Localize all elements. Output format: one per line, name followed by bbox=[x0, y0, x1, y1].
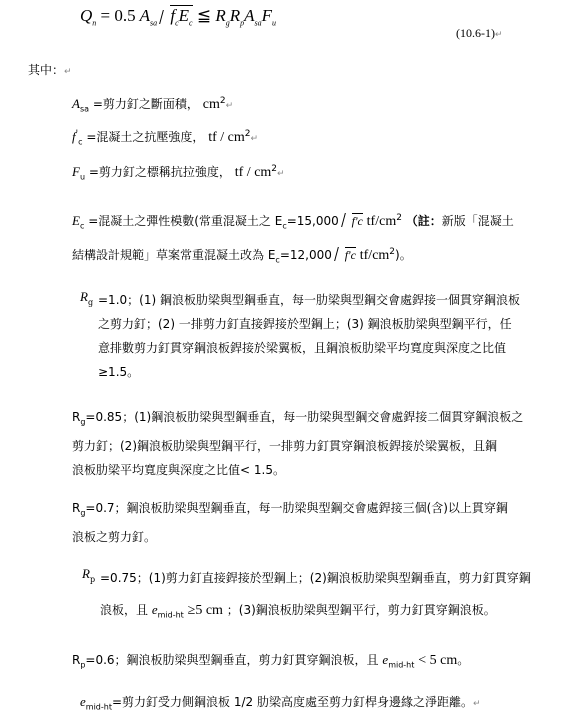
eq-coef: = 0.5 bbox=[100, 6, 136, 25]
def-asa-text: =剪力釘之斷面積， bbox=[92, 97, 199, 111]
def-rp2-prefix-sub: p bbox=[80, 660, 86, 670]
eq-fc-sub: c bbox=[175, 18, 179, 28]
eq-rg-sub: g bbox=[225, 18, 230, 28]
eq-rp-sub: p bbox=[240, 18, 245, 28]
def-ec-line2-sqrt-arg: f'c bbox=[344, 248, 356, 262]
def-rg3 bbox=[72, 496, 558, 549]
def-rp1-sub: p bbox=[89, 575, 96, 585]
eq-a2-sub: sa bbox=[254, 18, 262, 28]
def-rg2-line-2: 剪力釘；(2)鋼浪板肋梁與型鋼平行，一排剪力釘貫穿鋼浪板銲接於梁翼板，且鋼 bbox=[72, 439, 498, 454]
def-emid-text2: 鋼浪板 1/2 肋梁高度處至剪力釘桿身邊緣之淨距離。 bbox=[194, 695, 473, 709]
def-rg3-line-1-text: =0.7；鋼浪板肋梁與型鋼垂直，每一肋梁與型鋼交會處銲接三個(含)以上貫穿鋼 bbox=[85, 501, 508, 515]
def-ec-line2-value: =12,000 bbox=[279, 248, 332, 262]
def-fc-sup: ' bbox=[75, 129, 79, 139]
def-asa-unit-sup: 2 bbox=[219, 96, 226, 106]
eq-rp: R bbox=[229, 6, 241, 25]
def-rp2-cond-sub: mid-ht bbox=[388, 660, 415, 670]
def-ec-sqrt-arg: f'c bbox=[351, 214, 363, 228]
def-rg2-prefix-sub: g bbox=[80, 417, 86, 427]
def-rg2-prefix: R bbox=[72, 410, 81, 424]
def-asa bbox=[72, 89, 233, 121]
def-ec-unit: tf/cm bbox=[366, 214, 397, 229]
def-fc bbox=[72, 122, 258, 154]
def-rg3-prefix: R bbox=[72, 501, 81, 515]
def-rg2-line-3: 浪板肋梁平均寬度與深度之比值< 1.5。 bbox=[72, 463, 285, 478]
def-rp1 bbox=[100, 566, 560, 627]
def-fu-sub: u bbox=[79, 172, 86, 182]
eq-ec: E bbox=[178, 6, 190, 25]
eq-a-sub: sa bbox=[149, 18, 158, 28]
def-fc-unit: tf / cm bbox=[208, 130, 245, 145]
def-ec-line1 bbox=[72, 206, 514, 238]
def-fc-unit-sup: 2 bbox=[244, 129, 251, 139]
where-label bbox=[28, 58, 72, 84]
def-rg1-line-3: 意排數剪力釘貫穿鋼浪板銲接於梁翼板，且鋼浪板肋梁平均寬度與深度之比值 bbox=[98, 341, 507, 355]
def-rp1-symbol-wrap bbox=[82, 563, 95, 584]
def-rg2-line-1 bbox=[72, 405, 558, 434]
def-ec-note-text: 新版「混凝土 bbox=[441, 214, 514, 228]
para-mark: ↵ bbox=[64, 67, 72, 77]
eq-fc: f bbox=[170, 6, 176, 25]
eq-a: A bbox=[139, 6, 150, 25]
def-rp1-symbol: R bbox=[82, 566, 90, 581]
def-ec-sqrt bbox=[343, 209, 363, 233]
def-fu-unit-sup: 2 bbox=[271, 164, 278, 174]
def-ec-line2-text: 結構設計規範」草案常重混凝土改為 E bbox=[72, 248, 276, 262]
def-rp2-prefix: R bbox=[72, 653, 81, 667]
def-fc-text: =混凝土之抗壓強度， bbox=[86, 130, 205, 144]
def-emid-symbol: e bbox=[80, 694, 86, 709]
eq-a2: A bbox=[244, 6, 255, 25]
def-rp1-line-2 bbox=[100, 598, 560, 627]
equation-number-text: (10.6-1) bbox=[456, 26, 495, 40]
def-fu bbox=[72, 157, 285, 189]
def-fu-unit: tf / cm bbox=[234, 165, 272, 180]
def-ec-line2-unit-sup: 2 bbox=[389, 247, 396, 257]
eq-ec-sub: c bbox=[189, 18, 193, 28]
def-rp1-cond-sub: mid-ht bbox=[157, 610, 184, 620]
def-rg1-symbol-wrap bbox=[80, 286, 93, 307]
def-rg1-symbol: R bbox=[80, 289, 88, 304]
def-ec-sub: c bbox=[79, 221, 85, 231]
eq-rg: R bbox=[215, 6, 226, 25]
def-rg2 bbox=[72, 405, 558, 482]
def-rg1 bbox=[98, 288, 558, 384]
def-rg1-line-1: =1.0；(1) 鋼浪板肋梁與型鋼垂直，每一肋梁與型鋼交會處銲接一個貫穿鋼浪板 bbox=[98, 293, 520, 307]
para-mark: ↵ bbox=[495, 29, 503, 39]
def-rp2 bbox=[72, 648, 558, 677]
def-rp2-text: =0.6；鋼浪板肋梁與型鋼垂直，剪力釘貫穿鋼浪板，且 bbox=[85, 653, 379, 667]
def-ec-line2-sqrt bbox=[336, 243, 356, 267]
def-asa-sub: sa bbox=[79, 104, 90, 114]
def-rg2-line-1-text: =0.85；(1)鋼浪板肋梁與型鋼垂直，每一肋梁與型鋼交會處銲接二個貫穿鋼浪板之 bbox=[85, 410, 524, 424]
def-rg3-prefix-sub: g bbox=[80, 508, 86, 518]
para-mark: ↵ bbox=[250, 134, 259, 144]
where-text: 其中： bbox=[28, 63, 65, 77]
def-asa-unit: cm bbox=[202, 97, 220, 112]
def-ec-line2 bbox=[72, 240, 412, 272]
eq-sqrt bbox=[161, 6, 192, 27]
main-equation bbox=[80, 6, 276, 27]
para-mark: ↵ bbox=[472, 699, 481, 709]
equation-number bbox=[456, 26, 503, 41]
def-rp1-line-2b: ；(3)鋼浪板肋梁與型鋼平行，剪力釘貫穿鋼浪板。 bbox=[226, 603, 496, 617]
def-rg1-line-4: ≥1.5。 bbox=[98, 365, 140, 379]
def-rg3-line-1 bbox=[72, 496, 558, 525]
def-rg3-line-2: 浪板之剪力釘。 bbox=[72, 530, 157, 545]
def-fu-symbol: F bbox=[72, 164, 80, 179]
def-rp2-cond-symbol: e bbox=[382, 652, 389, 667]
def-fc-symbol: f bbox=[72, 129, 76, 144]
eq-le: ≦ bbox=[196, 6, 212, 25]
def-emid bbox=[80, 690, 560, 719]
para-mark: ↵ bbox=[225, 101, 234, 111]
def-ec-line2-end: )。 bbox=[395, 248, 412, 262]
eq-fu: F bbox=[261, 6, 273, 25]
para-mark: ↵ bbox=[277, 169, 285, 179]
def-ec-symbol: E bbox=[72, 213, 80, 228]
eq-fu-sub: u bbox=[272, 18, 277, 28]
def-ec-value: =15,000 bbox=[286, 214, 339, 228]
def-emid-text: =剪力釘受力側 bbox=[111, 695, 195, 709]
def-rg1-sub: g bbox=[87, 298, 94, 308]
def-rp1-cond-op: ≥5 cm bbox=[187, 603, 223, 618]
def-ec-line2-unit: tf/cm bbox=[359, 248, 390, 263]
def-rp2-end: 。 bbox=[457, 653, 470, 667]
def-ec-text: =混凝土之彈性模數(常重混凝土之 E bbox=[88, 214, 283, 228]
def-fc-sub: c bbox=[78, 137, 83, 147]
def-fu-text: =剪力釘之標稱抗拉強度， bbox=[88, 165, 231, 179]
def-asa-symbol: A bbox=[72, 96, 80, 111]
def-ec-line2-sub: c bbox=[275, 255, 280, 265]
def-rp1-line-2a: 浪板，且 bbox=[100, 603, 149, 617]
def-rg1-line-2: 之剪力釘；(2) 一排剪力釘直接銲接於型鋼上；(3) 鋼浪板肋梁與型鋼平行，任 bbox=[98, 317, 512, 331]
def-rp1-cond-symbol: e bbox=[151, 602, 158, 617]
def-ec-unit-sup: 2 bbox=[396, 213, 402, 223]
def-ec-note-label: （註： bbox=[405, 214, 442, 228]
def-rp2-cond-op: < 5 cm bbox=[418, 653, 458, 668]
def-ec-text-sub: c bbox=[282, 221, 287, 231]
eq-q: Q bbox=[80, 6, 93, 25]
def-emid-sub: mid-ht bbox=[85, 702, 112, 712]
eq-q-sub: n bbox=[92, 18, 97, 28]
def-rp1-line-1: =0.75；(1)剪力釘直接銲接於型鋼上；(2)鋼浪板肋梁與型鋼垂直，剪力釘貫穿鋼 bbox=[100, 571, 531, 585]
